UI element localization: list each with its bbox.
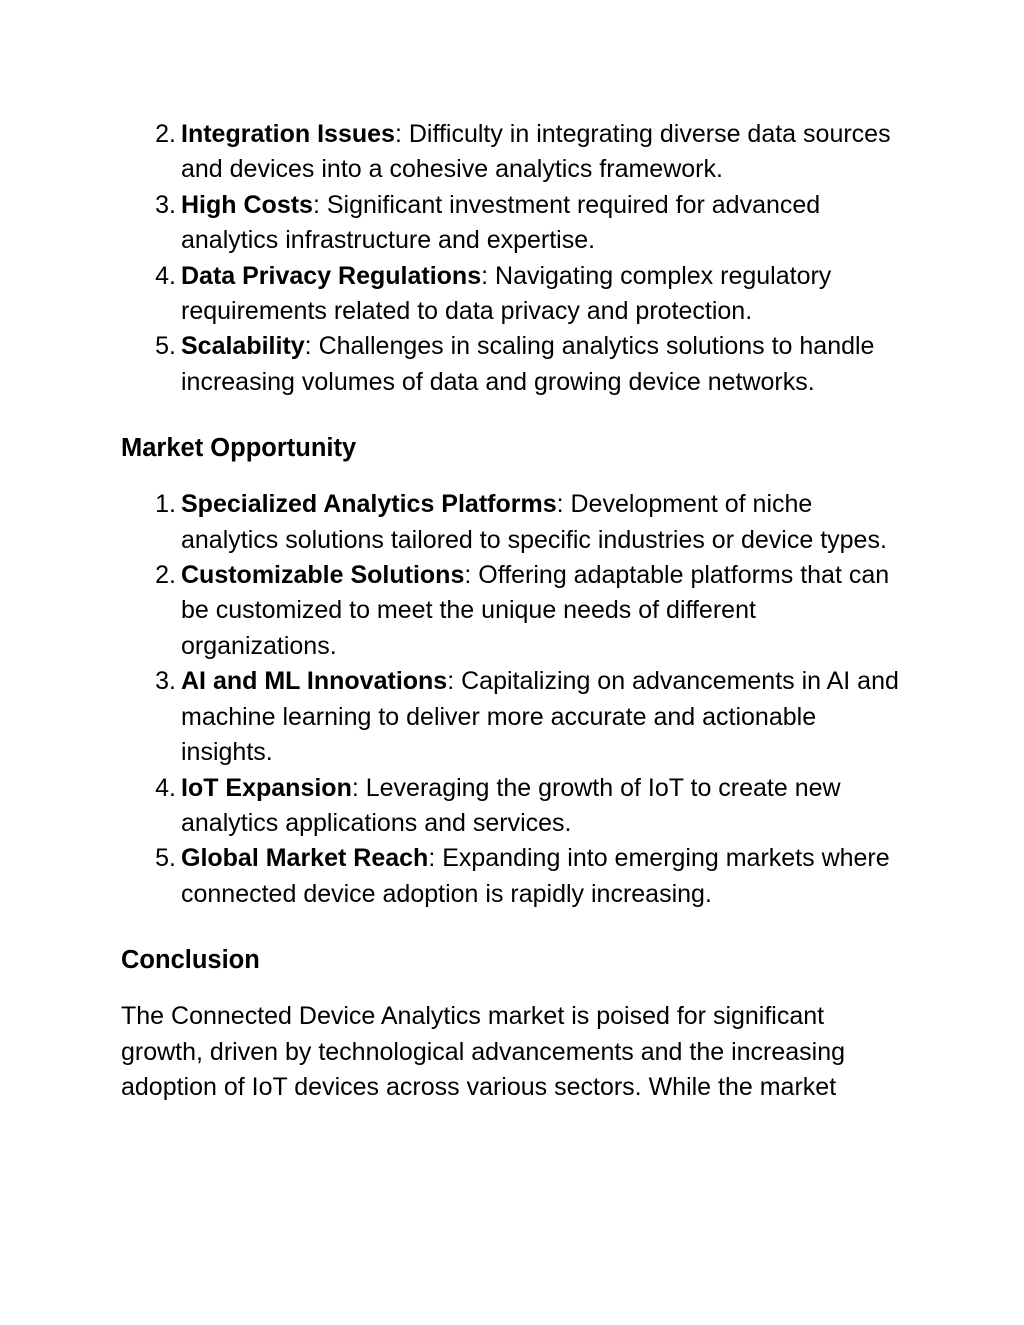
item-title: Integration Issues — [181, 120, 395, 148]
list-item — [121, 771, 911, 842]
conclusion-paragraph: The Connected Device Analytics market is poised for significant growth, driven by technological advancements and the increasing adoption of IoT devices across various sectors. While the market — [121, 1002, 846, 1101]
list-item — [121, 841, 911, 912]
list-number: 2. — [155, 120, 176, 148]
list-item — [121, 487, 911, 558]
challenges-list — [121, 117, 911, 400]
list-number: 4. — [155, 261, 176, 290]
item-title: Scalability — [181, 332, 305, 361]
list-number: 3. — [155, 190, 176, 219]
item-text: : Leveraging the growth of IoT to create new analytics applications and services. — [181, 773, 841, 837]
list-item — [121, 664, 911, 770]
list-number: 2. — [155, 561, 176, 590]
list-number: 5. — [155, 332, 176, 361]
market-opportunity-heading: Market Opportunity — [121, 434, 357, 463]
item-title: Global Market Reach — [181, 844, 429, 873]
document-page — [121, 117, 911, 1105]
list-number: 5. — [155, 844, 176, 873]
list-number: 3. — [155, 667, 176, 696]
market-opportunity-list — [121, 487, 911, 912]
list-item — [121, 117, 911, 188]
item-text: : Expanding into emerging markets where connected device adoption is rapidly increasing. — [181, 844, 890, 908]
item-title: IoT Expansion — [181, 773, 352, 802]
list-item — [121, 558, 911, 664]
item-text: : Significant investment required for advanced analytics infrastructure and expertise. — [181, 190, 821, 255]
list-item — [121, 188, 911, 259]
list-number: 4. — [155, 773, 176, 802]
item-title: Specialized Analytics Platforms — [181, 490, 557, 519]
item-text: : Capitalizing on advancements in AI and machine learning to deliver more accurate and actionable insights. — [181, 667, 899, 767]
item-title: Data Privacy Regulations — [181, 261, 482, 290]
list-item — [121, 329, 911, 400]
item-title: AI and ML Innovations — [181, 667, 448, 696]
item-text: : Offering adaptable platforms that can be customized to meet the unique needs of different organizations. — [181, 561, 890, 660]
list-number: 1. — [155, 490, 176, 519]
item-title: High Costs — [181, 190, 313, 219]
item-title: Customizable Solutions — [181, 561, 465, 590]
list-item — [121, 259, 911, 330]
item-text: : Difficulty in integrating diverse data sources and devices into a cohesive analytics framework. — [181, 120, 891, 184]
item-text: : Development of niche analytics solutions tailored to specific industries or device types. — [181, 490, 887, 554]
conclusion-heading: Conclusion — [121, 946, 260, 975]
item-text: : Challenges in scaling analytics solutions to handle increasing volumes of data and growing device networks. — [181, 332, 875, 396]
item-text: : Navigating complex regulatory requirements related to data privacy and protection. — [181, 261, 832, 326]
